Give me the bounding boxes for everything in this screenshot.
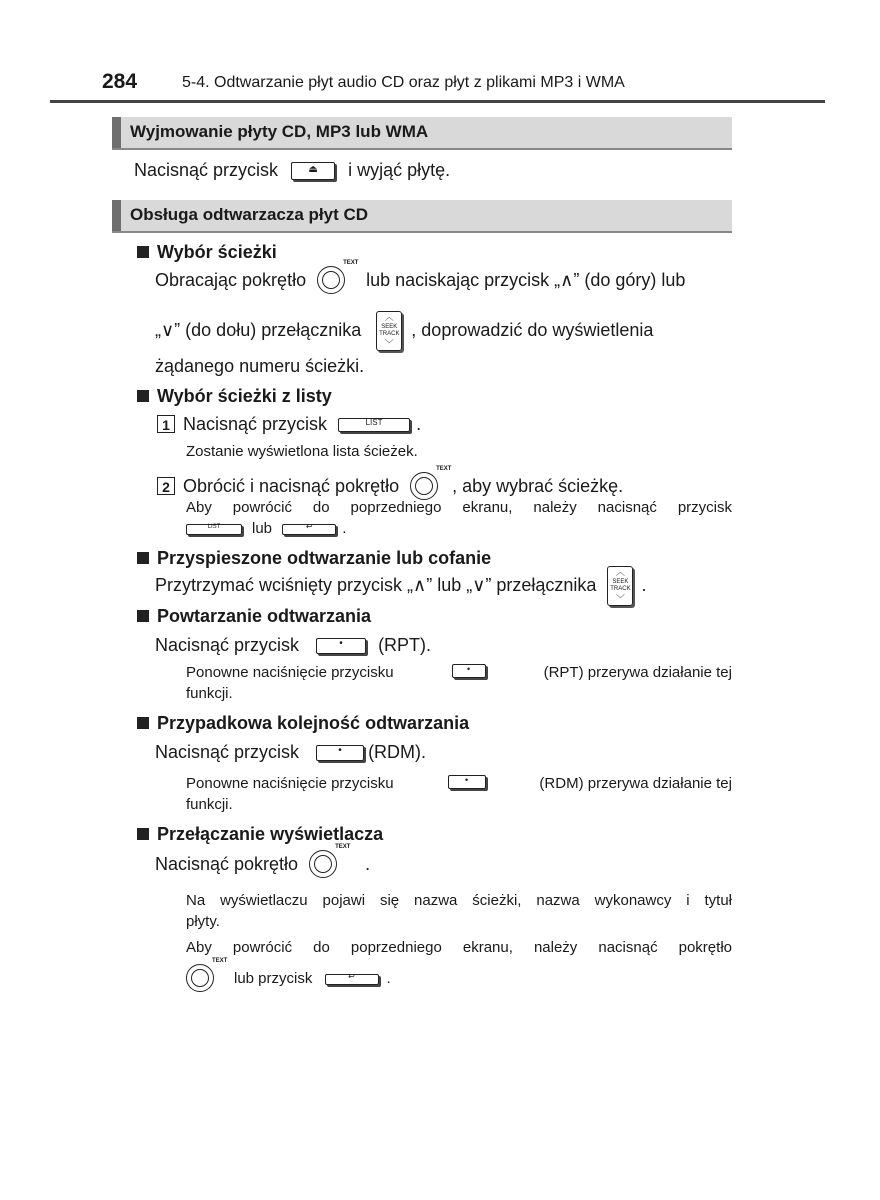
step2-text-b: , aby wybrać ścieżkę. <box>452 475 624 496</box>
track-l1a: Obracając pokrętło <box>155 269 307 290</box>
bullet-square-icon <box>137 610 149 622</box>
heading-display-text: Przełączanie wyświetlacza <box>157 824 384 844</box>
rdm-text-b: (RDM). <box>368 742 427 762</box>
fast-forward-instruction <box>155 566 646 606</box>
display-note-2: Aby powrócić do poprzedniego ekranu, należy nacisnąć pokrętło <box>186 939 732 956</box>
rpt-button-icon <box>316 638 366 654</box>
running-head: 5-4. Odtwarzanie płyt audio CD oraz płyt z plikami MP3 i WMA <box>182 74 625 91</box>
track-line-3: żądanego numeru ścieżki. <box>155 356 365 376</box>
rdm-note-a: Ponowne naciśnięcie przycisku <box>186 775 394 792</box>
list-button-icon <box>186 524 242 535</box>
repeat-note-line2: funkcji. <box>186 685 233 702</box>
dot-symbol: • <box>339 638 343 650</box>
step1-text-a: Nacisnąć przycisk <box>183 414 328 434</box>
heading-list-select-text: Wybór ścieżki z listy <box>157 386 332 406</box>
seek-down-icon: ﹀ <box>615 594 625 604</box>
step-number-1: 1 <box>157 415 175 433</box>
rpt-button-icon <box>452 664 486 678</box>
display-note-1: Na wyświetlaczu pojawi się nazwa ścieżki, nazwa wykonawcy i tytuł <box>186 892 732 909</box>
knob-text-label: TEXT <box>335 844 351 850</box>
heading-random-text: Przypadkowa kolejność odtwarzania <box>157 713 470 733</box>
heading-repeat-text: Powtarzanie odtwarzania <box>157 606 372 626</box>
track-l2b: , doprowadzić do wyświetlenia <box>411 319 654 340</box>
seek-up-icon: ︿ <box>615 567 625 577</box>
heading-fast-forward-text: Przyspieszone odtwarzanie lub cofanie <box>157 548 492 568</box>
eject-text-b: i wyjąć płytę. <box>348 160 451 180</box>
random-note-line2: funkcji. <box>186 796 233 813</box>
step2-text-a: Obrócić i nacisnąć pokrętło <box>183 475 400 496</box>
back-button-icon <box>282 521 336 535</box>
knob-text-label: TEXT <box>212 958 228 964</box>
section-title-eject: Wyjmowanie płyty CD, MP3 lub WMA <box>130 122 429 141</box>
eject-button-icon <box>291 162 335 180</box>
dot-symbol: • <box>467 664 471 674</box>
repeat-note <box>186 664 732 681</box>
track-l1b: lub naciskając przycisk „∧” (do góry) lub <box>366 269 686 290</box>
knob-icon <box>186 958 228 996</box>
list-label: LIST <box>365 418 383 428</box>
list-button-icon <box>338 418 410 432</box>
random-instruction <box>155 742 426 763</box>
rpt-note-a: Ponowne naciśnięcie przycisku <box>186 664 394 681</box>
rdm-note-b: (RDM) przerywa działanie tej <box>539 775 732 792</box>
eject-instruction <box>134 160 450 181</box>
disp-text-a: Nacisnąć pokrętło <box>155 853 299 874</box>
knob-icon <box>317 260 359 298</box>
seek-down-icon: ﹀ <box>384 339 394 349</box>
rpt-text-b: (RPT). <box>378 635 432 655</box>
heading-list-select <box>137 386 332 407</box>
track-line-2 <box>155 311 653 351</box>
section-title-cd-player: Obsługa odtwarzacza płyt CD <box>130 205 369 224</box>
back-symbol: ↩ <box>305 521 313 531</box>
repeat-instruction <box>155 635 431 656</box>
list-step-2-note: Aby powrócić do poprzedniego ekranu, należy nacisnąć przycisk <box>186 499 732 516</box>
disp-text-b: . <box>365 853 371 874</box>
bullet-square-icon <box>137 246 149 258</box>
bullet-square-icon <box>137 552 149 564</box>
step2-note-or: lub <box>252 520 273 537</box>
eject-symbol: ⏏ <box>308 164 318 176</box>
section-bar-eject <box>112 117 732 150</box>
list-step-1 <box>157 414 421 435</box>
heading-track-select <box>137 242 277 263</box>
display-note-2-line2 <box>186 958 391 996</box>
dot-symbol: • <box>338 745 342 757</box>
track-label: TRACK <box>610 586 631 592</box>
list-step-1-note: Zostanie wyświetlona lista ścieżek. <box>186 443 418 460</box>
heading-display <box>137 824 383 845</box>
seek-track-switch-icon <box>607 566 633 606</box>
seek-up-icon: ︿ <box>384 312 394 322</box>
page-number: 284 <box>102 70 138 93</box>
bullet-square-icon <box>137 717 149 729</box>
back-button-icon <box>325 971 379 985</box>
rdm-button-icon <box>316 745 364 761</box>
track-label: TRACK <box>379 331 400 337</box>
back-symbol: ↩ <box>348 971 355 981</box>
rpt-text-a: Nacisnąć przycisk <box>155 635 300 655</box>
section-bar-marker <box>112 200 121 231</box>
random-note <box>186 775 732 792</box>
display-note-1-line2: płyty. <box>186 913 220 930</box>
bullet-square-icon <box>137 828 149 840</box>
track-l2a: „∨” (do dołu) przełącznika <box>155 319 362 340</box>
knob-icon <box>309 844 351 882</box>
step1-text-b: . <box>416 414 422 434</box>
seek-track-switch-icon <box>376 311 402 351</box>
ff-text-b: . <box>641 574 647 595</box>
step2-note-end: . <box>342 520 347 537</box>
step-number-2: 2 <box>157 477 175 495</box>
heading-random <box>137 713 469 734</box>
list-label: LIST <box>207 523 221 530</box>
knob-text-label: TEXT <box>436 466 452 472</box>
rdm-button-icon <box>448 775 486 789</box>
eject-text-a: Nacisnąć przycisk <box>134 160 279 180</box>
seek-label: SEEK <box>612 579 629 585</box>
seek-label: SEEK <box>381 324 398 330</box>
knob-text-label: TEXT <box>343 260 359 266</box>
section-bar-marker <box>112 117 121 148</box>
heading-track-select-text: Wybór ścieżki <box>157 242 277 262</box>
heading-repeat <box>137 606 371 627</box>
rpt-note-b: (RPT) przerywa działanie tej <box>543 664 732 681</box>
disp-note2-c: . <box>386 969 391 987</box>
track-line-1 <box>155 260 732 298</box>
section-bar-cd-player <box>112 200 732 233</box>
bullet-square-icon <box>137 390 149 402</box>
display-instruction <box>155 844 371 882</box>
ff-text-a: Przytrzymać wciśnięty przycisk „∧” lub „∨” przełącznika <box>155 574 597 595</box>
list-step-2-note-line2 <box>186 520 346 537</box>
rdm-text-a: Nacisnąć przycisk <box>155 742 300 762</box>
header-rule <box>50 100 825 103</box>
disp-note2-b: lub przycisk <box>234 969 313 987</box>
dot-symbol: • <box>464 775 469 785</box>
